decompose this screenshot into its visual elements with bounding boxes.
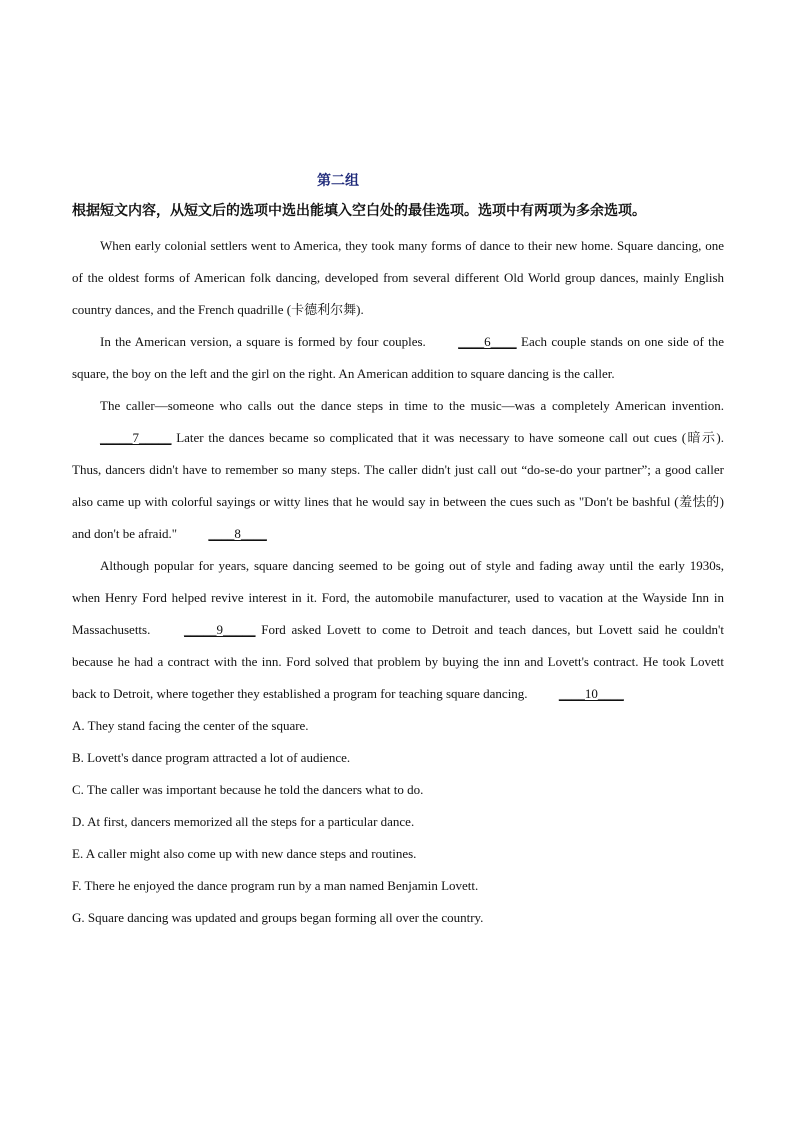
paragraph-4-text-after: Ford asked Lovett to come to Detroit and teach dances, but Lovett said he couldn't because he had a contract with the inn. Ford solved that problem by buying the inn and Lovett's contract. He took Lovett back to Detroit, where together they established a program for teaching square dancing. (72, 622, 724, 701)
option-d: D. At first, dancers memorized all the steps for a particular dance. (72, 814, 415, 829)
instruction-text: 根据短文内容，从短文后的选项中选出能填入空白处的最佳选项。选项中有两项为多余选项。 (72, 204, 646, 219)
blank-10: ____10____ (558, 686, 624, 701)
paragraph-3-text-before: The caller—someone who calls out the dance steps in time to the music—was a completely American invention. (100, 398, 724, 413)
option-e: E. A caller might also come up with new dance steps and routines. (72, 846, 417, 861)
option-a: A. They stand facing the center of the square. (72, 718, 309, 733)
blank-8: ____8____ (208, 526, 267, 541)
paragraph-4 (72, 550, 724, 710)
paragraph-2-text-before: In the American version, a square is formed by four couples. (100, 334, 426, 349)
paragraph-1-text: When early colonial settlers went to America, they took many forms of dance to their new home. Square dancing, one of the oldest forms of American folk dancing, developed from several different Old World group dances, mainly English country dances, and the French quadrille (卡德利尔舞). (72, 238, 724, 317)
document-page (72, 170, 724, 934)
blank-9: _____9_____ (184, 622, 256, 637)
paragraph-1 (72, 230, 724, 326)
blank-7: _____7_____ (100, 430, 172, 445)
option-c: C. The caller was important because he told the dancers what to do. (72, 782, 424, 797)
paragraph-3 (72, 390, 724, 550)
paragraph-3-text-after: Later the dances became so complicated that it was necessary to have someone call out cues (暗示). Thus, dancers didn't have to remember so many steps. The caller didn't just call out “do-se-do your partner”; a good caller also came up with colorful sayings or witty lines that he would say in between the cues such as "Don't be bashful (羞怯的) and don't be afraid." (72, 430, 725, 541)
paragraph-4-text-before: Although popular for years, square dancing seemed to be going out of style and fading away until the early 1930s, when Henry Ford helped revive interest in it. Ford, the automobile manufacturer, used to vacation at the Wayside Inn in Massachusetts. (72, 558, 724, 637)
option-f: F. There he enjoyed the dance program run by a man named Benjamin Lovett. (72, 878, 479, 893)
section-title: 第二组 (317, 174, 359, 189)
paragraph-2-text-after: Each couple stands on one side of the square, the boy on the left and the girl on the right. An American addition to square dancing is the caller. (72, 334, 725, 381)
options-list (72, 710, 724, 934)
paragraph-2 (72, 326, 724, 390)
option-b: B. Lovett's dance program attracted a lot of audience. (72, 750, 351, 765)
option-g: G. Square dancing was updated and groups began forming all over the country. (72, 910, 484, 925)
blank-6: ____6____ (458, 334, 517, 349)
